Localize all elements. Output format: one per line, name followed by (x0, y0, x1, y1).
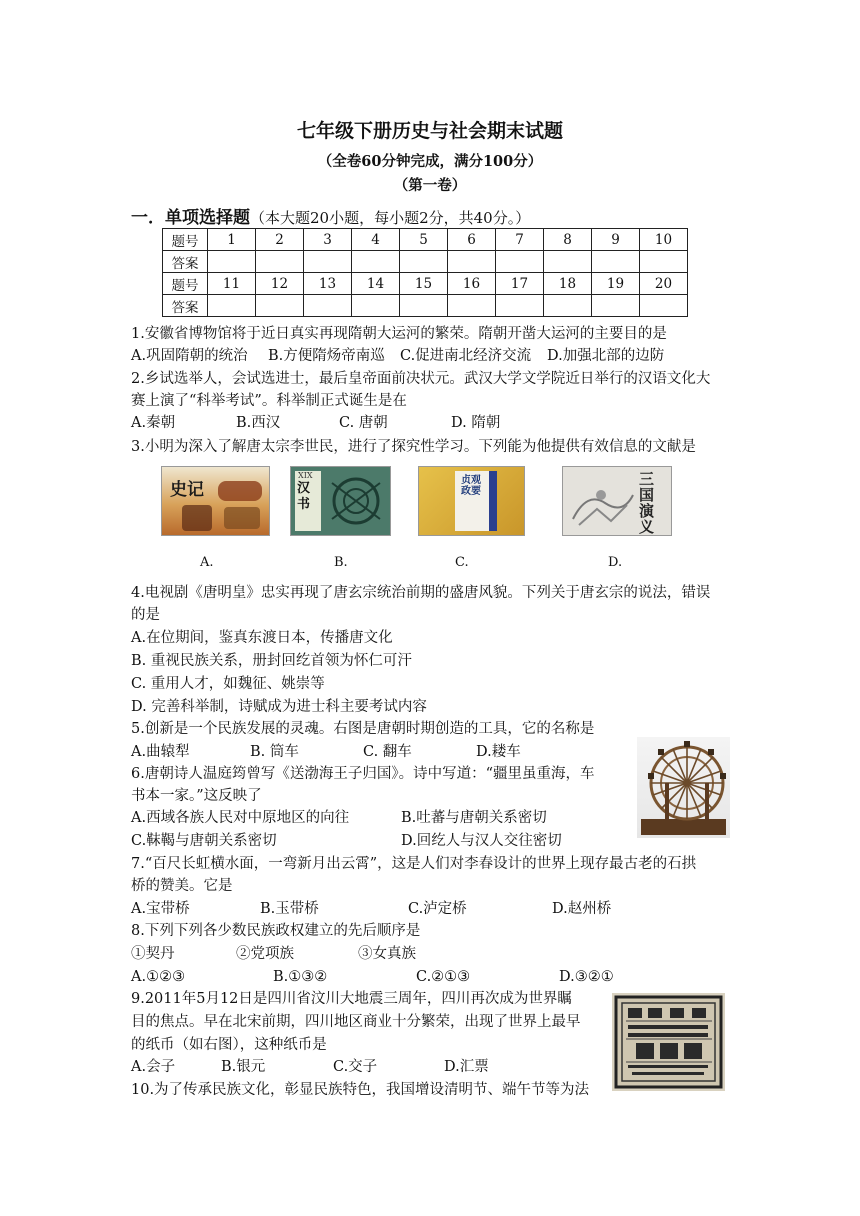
question-number-cell: 15 (400, 273, 448, 295)
option-c: C.靺鞨与唐朝关系密切 (131, 833, 277, 849)
question-3-stem: 3.小明为深入了解唐太宗李世民，进行了探究性学习。下列能为他提供有效信息的文献是 (131, 439, 696, 455)
question-number-cell: 11 (208, 273, 256, 295)
row-label: 答案 (163, 295, 208, 317)
option-b: B.①③② (273, 969, 328, 985)
question-2-stem-cont: 赛上演了“科举考试”。科举制正式诞生是在 (131, 393, 407, 409)
answer-cell[interactable] (640, 251, 688, 273)
table-row (163, 273, 688, 295)
section-number: 一． (131, 208, 165, 228)
question-2-options (131, 413, 731, 433)
answer-cell[interactable] (400, 295, 448, 317)
question-2-stem: 2.乡试选举人，会试选进士，最后皇帝面前决状元。武汉大学文学院近日举行的汉语文化大 (131, 371, 711, 387)
book-title-text: 史记 (170, 480, 204, 500)
option-d: D.耧车 (476, 744, 521, 760)
option-c: C. 唐朝 (339, 415, 388, 431)
question-5-stem: 5.创新是一个民族发展的灵魂。右图是唐朝时期创造的工具，它的名称是 (131, 721, 595, 737)
table-row (163, 295, 688, 317)
option-b: B.方便隋炀帝南巡 (268, 348, 385, 364)
question-4-option-d: D. 完善科举制，诗赋成为进士科主要考试内容 (131, 699, 427, 715)
question-8-options (131, 967, 651, 987)
answer-cell[interactable] (544, 295, 592, 317)
answer-cell[interactable] (256, 251, 304, 273)
question-number-cell: 4 (352, 229, 400, 251)
shiji-book-cover (161, 466, 270, 536)
answer-cell[interactable] (304, 251, 352, 273)
question-number-cell: 2 (256, 229, 304, 251)
option-c: C. 翻车 (363, 744, 412, 760)
answer-cell[interactable] (208, 251, 256, 273)
row-label: 题号 (163, 273, 208, 295)
option-a: A.①②③ (131, 969, 186, 985)
question-6-options-row2 (131, 831, 611, 851)
answer-cell[interactable] (496, 251, 544, 273)
option-b: B.吐蕃与唐朝关系密切 (401, 810, 547, 826)
question-9-stem: 9.2011年5月12日是四川省汶川大地震三周年，四川再次成为世界瞩 (131, 991, 572, 1007)
option-d: D.回纥人与汉人交往密切 (401, 833, 562, 849)
question-9-stem-cont2: 的纸币（如右图），这种纸币是 (131, 1037, 327, 1053)
answer-cell[interactable] (640, 295, 688, 317)
answer-table (162, 228, 688, 317)
question-5-options (131, 742, 611, 762)
item-2: ②党项族 (236, 946, 294, 962)
zhenguan-zhengyao-book-cover (418, 466, 525, 536)
answer-cell[interactable] (448, 251, 496, 273)
book-title-text: 三国演义 (639, 470, 655, 536)
question-6-options-row1 (131, 808, 611, 828)
option-a: A.会子 (131, 1059, 176, 1075)
answer-cell[interactable] (352, 295, 400, 317)
book-title-text: 贞观政要 (461, 475, 481, 497)
question-9-options (131, 1057, 551, 1077)
option-d: D. 隋朝 (451, 415, 501, 431)
section-note: （本大题20小题，每小题2分，共40分。） (250, 209, 531, 227)
option-a: A.曲辕犁 (131, 744, 190, 760)
page-title: 七年级下册历史与社会期末试题 (296, 120, 563, 142)
table-row (163, 229, 688, 251)
option-c: C.交子 (333, 1059, 378, 1075)
option-b: B.西汉 (236, 415, 281, 431)
option-a: A.巩固隋朝的统治 (131, 348, 248, 364)
answer-cell[interactable] (544, 251, 592, 273)
part-label: （第一卷） (393, 177, 467, 194)
row-label: 题号 (163, 229, 208, 251)
question-number-cell: 13 (304, 273, 352, 295)
question-4-option-a: A.在位期间，鉴真东渡日本，传播唐文化 (131, 630, 393, 646)
section-heading (131, 203, 530, 228)
answer-cell[interactable] (352, 251, 400, 273)
option-d: D.赵州桥 (552, 901, 612, 917)
question-8-items (131, 944, 531, 964)
caption-c: C. (455, 555, 469, 570)
question-number-cell: 18 (544, 273, 592, 295)
question-number-cell: 14 (352, 273, 400, 295)
question-8-stem: 8.下列下列各少数民族政权建立的先后顺序是 (131, 923, 421, 939)
question-10-stem: 10.为了传承民族文化，彰显民族特色，我国增设清明节、端午节等为法 (131, 1082, 590, 1098)
hanshu-book-cover: XIX 汉书 (290, 466, 391, 536)
question-7-stem: 7.“百尺长虹横水面，一弯新月出云霄”，这是人们对李春设计的世界上现存最古老的石拱 (131, 856, 697, 872)
option-c: C.②①③ (416, 969, 471, 985)
question-number-cell: 20 (640, 273, 688, 295)
jiaozi-banknote-image (612, 993, 725, 1091)
option-a: A.西域各族人民对中原地区的向往 (131, 810, 350, 826)
question-number-cell: 8 (544, 229, 592, 251)
question-number-cell: 9 (592, 229, 640, 251)
question-number-cell: 1 (208, 229, 256, 251)
question-1-options (131, 346, 731, 366)
question-number-cell: 17 (496, 273, 544, 295)
option-b: B.玉带桥 (260, 901, 319, 917)
option-c: C.泸定桥 (408, 901, 467, 917)
table-row (163, 251, 688, 273)
option-c: C.促进南北经济交流 (400, 348, 532, 364)
question-number-cell: 3 (304, 229, 352, 251)
question-number-cell: 6 (448, 229, 496, 251)
caption-b: B. (334, 555, 348, 570)
question-1-stem: 1.安徽省博物馆将于近日真实再现隋朝大运河的繁荣。隋朝开凿大运河的主要目的是 (131, 326, 667, 342)
answer-cell[interactable] (400, 251, 448, 273)
question-4-stem-cont: 的是 (131, 607, 160, 623)
question-4-option-b: B. 重视民族关系，册封回纥首领为怀仁可汗 (131, 653, 412, 669)
item-3: ③女真族 (358, 946, 416, 962)
caption-a: A. (200, 555, 214, 570)
question-6-stem-cont: 书本一家。”这反映了 (131, 788, 262, 804)
question-number-cell: 5 (400, 229, 448, 251)
option-d: D.加强北部的边防 (547, 348, 665, 364)
answer-cell[interactable] (448, 295, 496, 317)
answer-cell[interactable] (592, 295, 640, 317)
question-number-cell: 16 (448, 273, 496, 295)
tongche-waterwheel-image (637, 737, 730, 838)
option-d: D.汇票 (444, 1059, 489, 1075)
question-number-cell: 12 (256, 273, 304, 295)
question-number-cell: 10 (640, 229, 688, 251)
sanguo-yanyi-book-cover (562, 466, 672, 536)
option-a: A.宝带桥 (131, 901, 190, 917)
question-4-option-c: C. 重用人才，如魏征、姚崇等 (131, 676, 325, 692)
option-b: B. 筒车 (250, 744, 299, 760)
question-7-options (131, 899, 631, 919)
answer-cell[interactable] (304, 295, 352, 317)
subtitle: （全卷60分钟完成，满分100分） (317, 153, 543, 170)
answer-cell[interactable] (208, 295, 256, 317)
option-d: D.③②① (559, 969, 614, 985)
answer-cell[interactable] (256, 295, 304, 317)
option-a: A.秦朝 (131, 415, 176, 431)
question-4-stem: 4.电视剧《唐明皇》忠实再现了唐玄宗统治前期的盛唐风貌。下列关于唐玄宗的说法，错误 (131, 585, 711, 601)
section-name: 单项选择题 (165, 208, 250, 228)
row-label: 答案 (163, 251, 208, 273)
book-title-text: 汉书 (297, 481, 311, 512)
question-6-stem: 6.唐朝诗人温庭筠曾写《送渤海王子归国》。诗中写道：“疆里虽重海，车 (131, 766, 595, 782)
question-number-cell: 7 (496, 229, 544, 251)
answer-cell[interactable] (496, 295, 544, 317)
question-9-stem-cont: 目的焦点。早在北宋前期，四川地区商业十分繁荣，出现了世界上最早 (131, 1014, 581, 1030)
answer-cell[interactable] (592, 251, 640, 273)
question-number-cell: 19 (592, 273, 640, 295)
question-7-stem-cont: 桥的赞美。它是 (131, 878, 233, 894)
caption-d: D. (608, 555, 623, 570)
option-b: B.银元 (221, 1059, 266, 1075)
item-1: ①契丹 (131, 946, 175, 962)
